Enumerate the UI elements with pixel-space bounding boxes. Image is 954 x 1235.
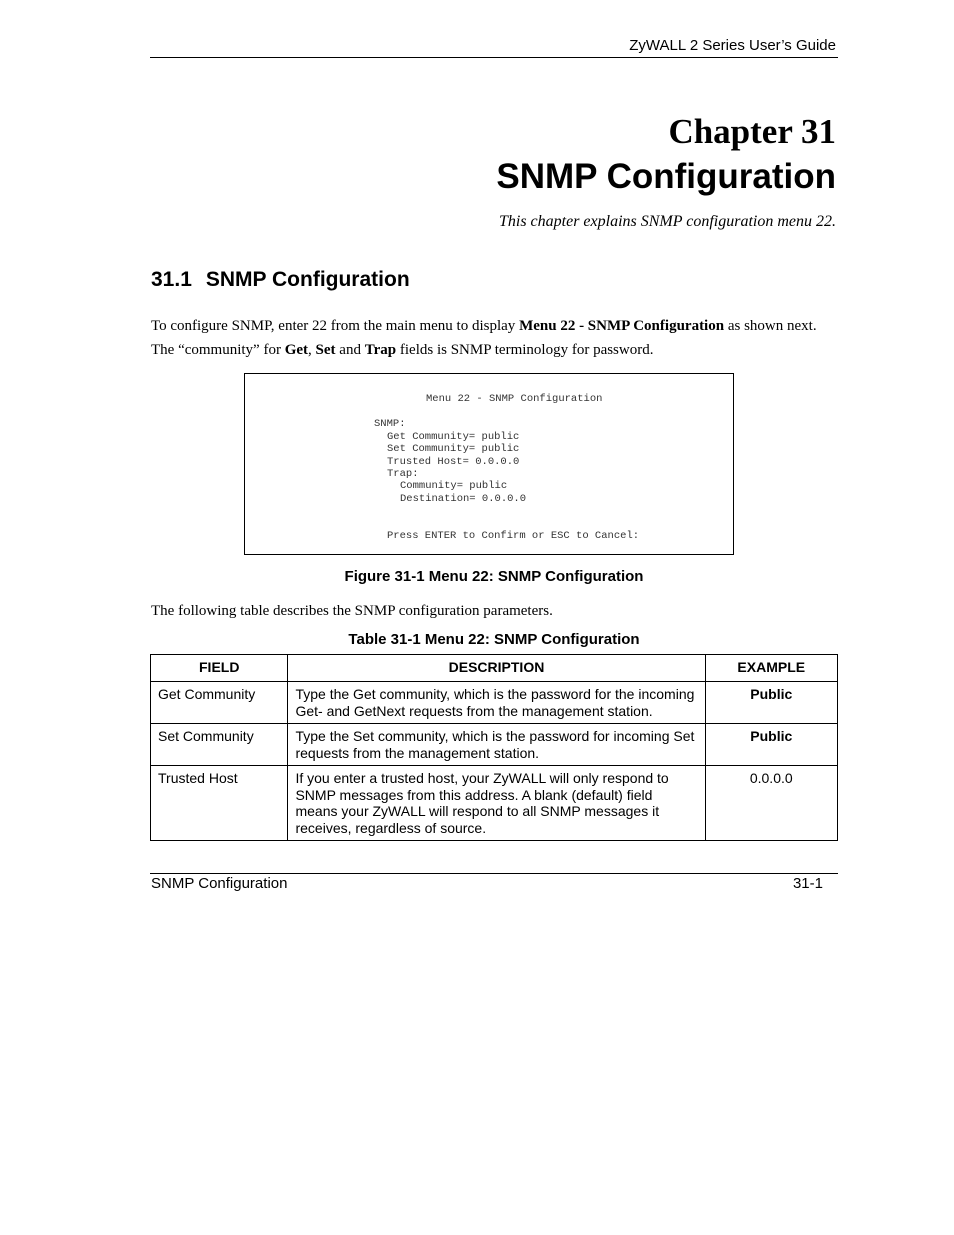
header-field: FIELD — [151, 655, 288, 682]
header-rule — [150, 57, 838, 58]
screen-line-prompt: Press ENTER to Confirm or ESC to Cancel: — [387, 530, 640, 542]
table-header-row — [151, 655, 838, 682]
cell-field: Get Community — [151, 682, 288, 724]
table-intro-paragraph: The following table describes the SNMP configuration parameters. — [151, 603, 553, 619]
menu-screen-figure — [244, 373, 734, 555]
para-text: To configure SNMP, enter 22 from the main menu to display — [151, 318, 520, 334]
para-bold-get: Get — [284, 342, 309, 358]
snmp-parameters-table — [150, 654, 838, 841]
screen-title: Menu 22 - SNMP Configuration — [426, 393, 603, 405]
footer-section-name: SNMP Configuration — [151, 875, 288, 892]
cell-description: Type the Get community, which is the password for the incoming Get- and GetNext requests from the management station. — [288, 682, 705, 724]
cell-example: Public — [705, 724, 837, 766]
screen-line-trusted-host: Trusted Host= 0.0.0.0 — [387, 456, 520, 468]
screen-line-trap-community: Community= public — [400, 480, 508, 492]
cell-description: Type the Set community, which is the password for incoming Set requests from the management station. — [288, 724, 705, 766]
running-header: ZyWALL 2 Series User’s Guide — [629, 37, 836, 54]
section-number: 31.1 — [151, 268, 192, 291]
section-title: SNMP Configuration — [205, 268, 410, 291]
footer-rule — [150, 873, 838, 874]
figure-caption: Figure 31-1 Menu 22: SNMP Configuration — [344, 568, 644, 585]
cell-description: If you enter a trusted host, your ZyWALL will only respond to SNMP messages from this address. A blank (default) field means your ZyWALL will respond to all SNMP messages it receives, regardless of source. — [288, 766, 705, 841]
header-description: DESCRIPTION — [288, 655, 705, 682]
cell-example: 0.0.0.0 — [705, 766, 837, 841]
para-text: fields is SNMP terminology for password. — [396, 342, 654, 358]
para-bold-menu: Menu 22 - SNMP Configuration — [519, 318, 725, 334]
table-row — [151, 682, 838, 724]
screen-line-snmp: SNMP: — [374, 418, 406, 430]
para-bold-trap: Trap — [364, 342, 397, 358]
table-row — [151, 724, 838, 766]
chapter-intro: This chapter explains SNMP configuration menu 22. — [498, 213, 836, 230]
intro-paragraph — [151, 314, 841, 362]
para-text: , — [308, 342, 316, 358]
para-bold-set: Set — [315, 342, 336, 358]
table-caption: Table 31-1 Menu 22: SNMP Configuration — [348, 631, 640, 648]
screen-line-trap: Trap: — [387, 468, 419, 480]
cell-example: Public — [705, 682, 837, 724]
chapter-number: Chapter 31 — [668, 112, 836, 151]
header-example: EXAMPLE — [705, 655, 837, 682]
chapter-title: SNMP Configuration — [496, 157, 836, 196]
para-text: and — [335, 342, 365, 358]
screen-line-get-community: Get Community= public — [387, 431, 520, 443]
section-heading — [151, 268, 410, 292]
screen-line-set-community: Set Community= public — [387, 443, 520, 455]
para-text: as shown next. The “community” for — [151, 318, 817, 358]
screen-line-destination: Destination= 0.0.0.0 — [400, 493, 527, 505]
table-row — [151, 766, 838, 841]
footer-page-number: 31-1 — [792, 875, 823, 892]
cell-field: Trusted Host — [151, 766, 288, 841]
cell-field: Set Community — [151, 724, 288, 766]
